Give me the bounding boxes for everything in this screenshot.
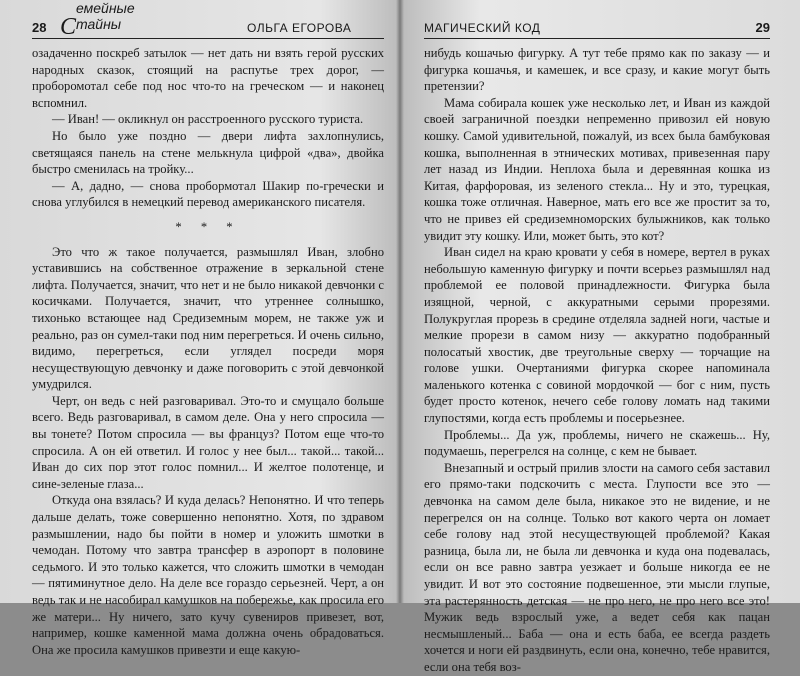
paragraph: Но было уже поздно — двери лифта захлопнулись, светящаяся панель на стене мелькнула цифрой «два», двойка быстро сменилась на тройку... — [32, 128, 384, 177]
paragraph: — Иван! — окликнул он расстроенного русского туриста. — [52, 112, 364, 127]
page-number: 28 — [32, 20, 47, 35]
right-page — [402, 0, 800, 674]
page-number: 29 — [755, 20, 770, 35]
left-body-text — [32, 45, 384, 658]
book-title: МАГИЧЕСКИЙ КОД — [424, 21, 541, 35]
paragraph: Черт, он ведь с ней разговаривал. Это-то и смущало больше всего. Ведь разговаривал, в самом деле. Она у него спросила — вы тонете? Потом спросила — вы француз? Потом еще что-то спросила. А он ей ответил. И голос у нее был... такой... такой... Иван до сих пор этот голос помнил... И желтое полотенце, и сине-зеленые глаза... — [32, 393, 384, 491]
section-break: * * * — [175, 219, 241, 234]
paragraph: Мама собирала кошек уже несколько лет, и Иван из каждой своей заграничной поездки непременно привозил ей новую кошку. Самой удивительной, пожалуй, из всех была бамбуковая кошка, выполненная в этнических мотивах, привезенная пару лет назад из Индии. Неплоха была и деревянная кошка из Китая, фарфоровая, из зеленого стекла... Ну и это, турецкая, кошка тоже отличная. Наверное, мать его все же простит за то, что не привез ей средиземноморских булыжников, как только увидит эту кошку. Или, может быть, это кот? — [424, 95, 770, 243]
paragraph: озадаченно поскреб затылок — нет дать ни взять герой русских народных сказок, стоящий на распутье трех дорог, — проборомотал себе под нос что-то на грeческом — и наконец вспомнил. — [32, 46, 384, 110]
paragraph: нибудь кошачью фигурку. А тут тебе прямо как по заказу — и фигурка кошачья, и камешек, и все сразу, и какие могут быть претензии? — [424, 46, 770, 94]
left-running-header — [32, 0, 384, 40]
paragraph: — А, дадно, — снова пробормотал Шакир по-гречески и снова углубился в немецкий перевод американского писателя. — [32, 178, 384, 210]
paragraph: Откуда она взялась? И куда делась? Непонятно. И что теперь дальше делать, тоже совершенно непонятно. Хотя, по здравом размышлении, надо бы пойти в номер и уложить шмотки в чемодан. Потому что завтра трансфер в аэропорт в половине седьмого. И это только кажется, что сложить шмотки в чемодан — пятиминутное дело. На деле все гораздо серьезней. Черт, а он ведь так и не насобирал камушков на побережье, как просила его же матери... Ну ничего, зато кучу сувениров привезет, вот, например, кошке каменной мама должна очень обрадоваться. Она же просила камушков привезти и еще какую- — [32, 493, 384, 657]
series-rest: емейные тайны — [76, 0, 135, 32]
paragraph: Это что ж такое получается, размышлял Иван, злобно уставившись на собственное отражение в зеркальной стене лифта. Получается, значит, что нет и не было никакой девчонки с косичками. Получается, значит, что утреннее солнышко, тихонько встающее над Средиземным морем, не также уж и реально, раз он сумел-таки под ним перегреться. И очень сильно, видимо, перегреться, если углядел посреди моря несуществующую девчонку и даже поговорить с этой девчонкой умудрился. — [32, 244, 384, 392]
paragraph: Иван сидел на краю кровати у себя в номере, вертел в руках небольшую каменную фигурку и почти всерьез размышлял над проблемой ее половой принадлежности. Фигурка была изящной, черной, с аккуратными серыми прорезями. Полукруглая прорезь в средине отделяла задней ноги, частые и мелкие прорези в самом низу — аккуратно подобранный полосатый хвостик, две треугольные сверху — торчащие на голове ушки. Очертаниями фигурка скорее напоминала маленького котенка с совиной мордочкой — бог с ним, пусть будет просто котенок, нечего себе голову ломать над такими глупостями, когда есть проблемы и посерьезнее. — [424, 245, 770, 426]
right-running-header — [424, 10, 770, 39]
paragraph: Проблемы... Да уж, проблемы, ничего не скажешь... Ну, подумаешь, перегрелся на солнце, с кем не бывает. — [424, 427, 770, 459]
paragraph: Внезапный и острый прилив злости на самого себя заставил его прямо-таки подскочить с места. Глупости все это — девчонка на самом деле была, никакое это не видение, и не перегрелся он на солнце. Только вот какого черта он ломает себе голову над этой несуществующей проблемой? Какая разница, была ли, не была ли девчонка и куда она подевалась, если он все равно завтра уезжает и больше никогда ее не увидит. И вот это состояние подвешенное, эти мысли глупые, эта растерянность детская — не про него, не про него все это! Мужик ведь взрослый уже, а ведет себя как пацан несмышленый... Баба — она и есть баба, ее всегда раздеть хочется и ноги ей раздвинуть, если она, конечно, тебе нравится, если она тебя воз- — [424, 460, 770, 674]
series-title — [60, 0, 135, 40]
series-initial: С — [60, 14, 77, 40]
author-name: ОЛЬГА ЕГОРОВА — [247, 21, 352, 35]
left-page — [0, 0, 398, 657]
right-body-text — [424, 45, 770, 676]
